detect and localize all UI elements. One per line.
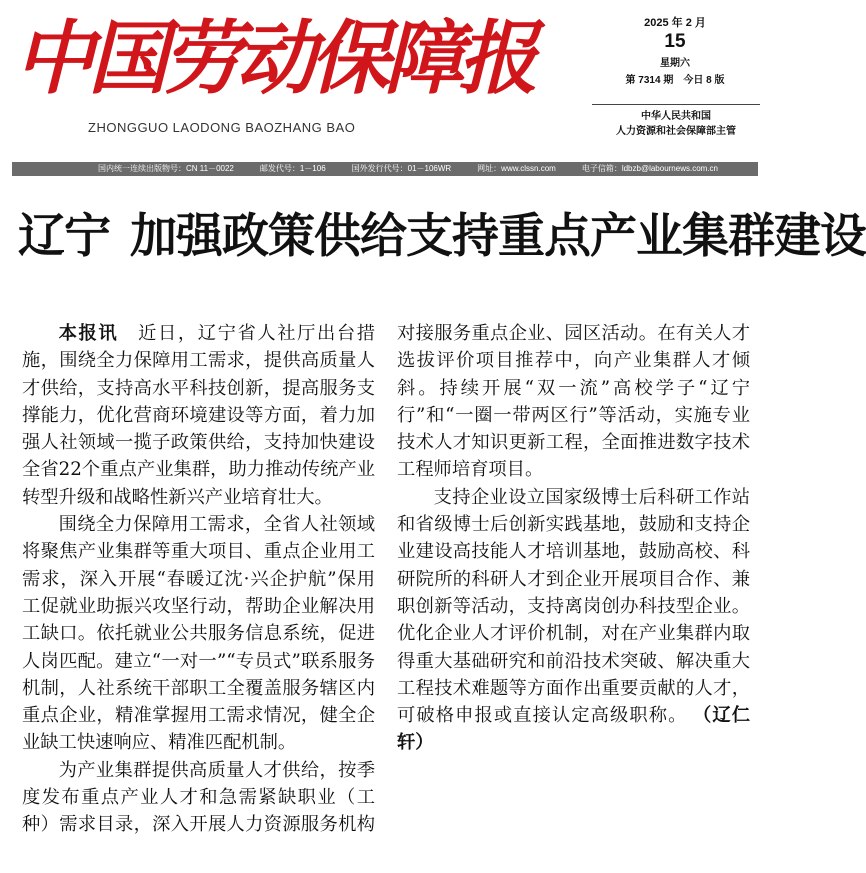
website: 网址：www.clssn.com xyxy=(477,164,556,173)
publication-info-bar xyxy=(12,162,758,176)
cn-number: 国内统一连续出版物号：CN 11－0022 xyxy=(98,164,234,173)
article-paragraph xyxy=(22,320,375,511)
weekday: 星期六 xyxy=(660,58,690,69)
sponsor-line-1: 中华人民共和国 xyxy=(641,111,711,122)
newspaper-title: 中国劳动保障报 xyxy=(14,11,532,105)
article-paragraph: 为产业集群提供高质量人才供给，按季度发布重点产业人才和急需紧缺职业（工种）需求目录，深入开展人力资源服务机构对接服务重点企业、园区活动。在有关人才选拔评价项目推荐中，向产业集群人才倾斜。持续开展“双一流”高校学子“辽宁行”和“一圈一带两区行”等活动，实施专业技术人才知识更新工程，全面推进数字技术工程师培育项目。 xyxy=(22,323,750,836)
page-count: 今日 8 版 xyxy=(683,75,725,86)
date-year-month: 2025 年 2 月 xyxy=(644,17,706,29)
overseas-code: 国外发行代号：01－106WR xyxy=(351,164,452,173)
article-lead: 本报讯 xyxy=(58,323,119,344)
article-paragraph xyxy=(397,484,750,757)
headline-title: 加强政策供给支持重点产业集群建设 xyxy=(130,209,866,264)
sponsor-block xyxy=(592,104,760,139)
date-block xyxy=(590,14,760,86)
paragraph-text: 支持企业设立国家级博士后科研工作站和省级博士后创新实践基地，鼓励和支持企业建设高技能人才培训基地，鼓励高校、科研院所的科研人才到企业开展项目合作、兼职创新等活动，支持离岗创办科技型企业。优化企业人才评价机制，对在产业集群内取得重大基础研究和前沿技术突破、解决重大工程技术难题等方面作出重要贡献的人才，可破格申报或直接认定高级职称。 xyxy=(397,486,750,727)
issue-info xyxy=(590,71,760,86)
postal-code: 邮发代号：1－106 xyxy=(259,164,326,173)
article-paragraph: 围绕全力保障用工需求，全省人社领域将聚焦产业集群等重大项目、重点企业用工需求，深入开展“春暖辽沈·兴企护航”保用工促就业助振兴攻坚行动，帮助企业解决用工缺口。依托就业公共服务信息系统，促进人岗匹配。建立“一对一”“专员式”联系服务机制，人社系统干部职工全覆盖服务辖区内重点企业，精准掌握用工需求情况，健全企业缺工快速响应、精准匹配机制。 xyxy=(22,514,375,754)
article-body xyxy=(22,320,750,860)
masthead xyxy=(0,0,768,160)
article-byline: （辽仁轩） xyxy=(397,705,751,754)
issue-number: 第 7314 期 xyxy=(625,75,674,86)
headline-region: 辽宁 xyxy=(18,209,110,264)
date-day: 15 xyxy=(664,31,686,52)
paragraph-text: 近日，辽宁省人社厅出台措施，围绕全力保障用工需求，提供高质量人才供给，支持高水平科技创新，提高服务支撑能力，优化营商环境建设等方面，着力加强人社领域一揽子政策供给，支持加快建设全省22个重点产业集群，助力推动传统产业转型升级和战略性新兴产业培育壮大。 xyxy=(22,323,375,508)
sponsor-line-2: 人力资源和社会保障部主管 xyxy=(616,126,736,137)
newspaper-title-pinyin: ZHONGGUO LAODONG BAOZHANG BAO xyxy=(88,120,356,135)
article-headline xyxy=(18,200,866,274)
email: 电子信箱：ldbzb@labournews.com.cn xyxy=(581,164,718,173)
